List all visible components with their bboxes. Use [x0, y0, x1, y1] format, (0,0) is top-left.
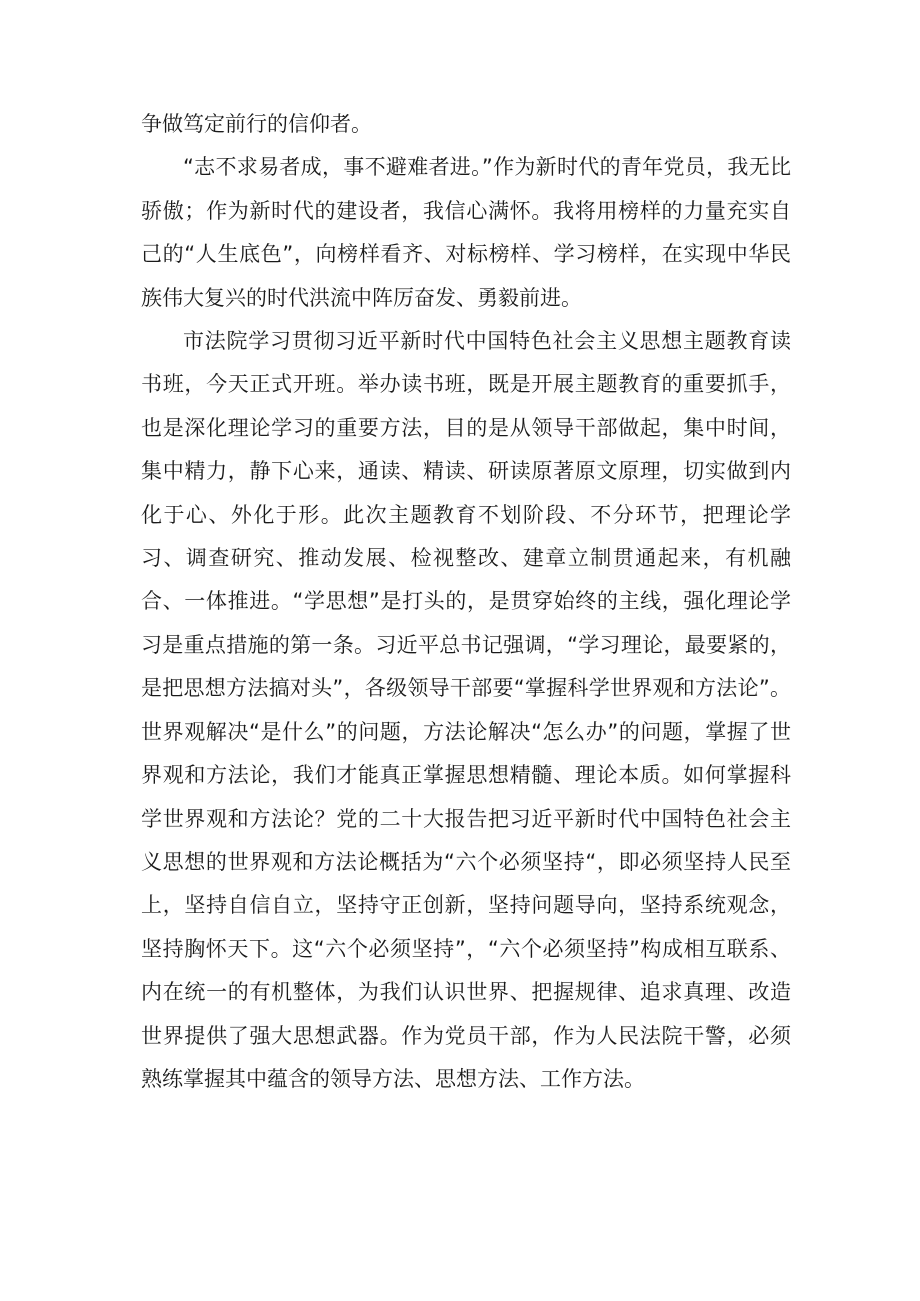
paragraph-quote-youth: “志不求易者成，事不避难者进。”作为新时代的青年党员，我无比骄傲；作为新时代的建设者，我信心满怀。我将用榜样的力量充实自己的“人生底色”，向榜样看齐、对标榜样、学习榜样，在实现中华民族伟大复兴的时代洪流中阵厉奋发、勇毅前进。 — [141, 155, 791, 310]
document-body — [141, 103, 791, 1101]
paragraph-reading-class: 市法院学习贯彻习近平新时代中国特色社会主义思想主题教育读书班，今天正式开班。举办读书班，既是开展主题教育的重要抓手，也是深化理论学习的重要方法，目的是从领导干部做起，集中时间，集中精力，静下心来，通读、精读、研读原著原文原理，切实做到内化于心、外化于形。此次主题教育不划阶段、不分环节，把理论学习、调查研究、推动发展、检视整改、建章立制贯通起来，有机融合、一体推进。“学思想”是打头的，是贯穿始终的主线，强化理论学习是重点措施的第一条。习近平总书记强调，“学习理论，最要紧的，是把思想方法搞对头”，各级领导干部要“掌握科学世界观和方法论”。世界观解决“是什么”的问题，方法论解决“怎么办”的问题，掌握了世界观和方法论，我们才能真正掌握思想精髓、理论本质。如何掌握科学世界观和方法论？党的二十大报告把习近平新时代中国特色社会主义思想的世界观和方法论概括为“六个必须坚持“，即必须坚持人民至上，坚持自信自立，坚持守正创新，坚持问题导向，坚持系统观念，坚持胸怀天下。这“六个必须坚持”，“六个必须坚持”构成相互联系、内在统一的有机整体，为我们认识世界、把握规律、追求真理、改造世界提供了强大思想武器。作为党员干部，作为人民法院干警，必须熟练掌握其中蕴含的领导方法、思想方法、工作方法。 — [141, 329, 791, 1091]
paragraph-continuation: 争做笃定前行的信仰者。 — [141, 112, 372, 136]
